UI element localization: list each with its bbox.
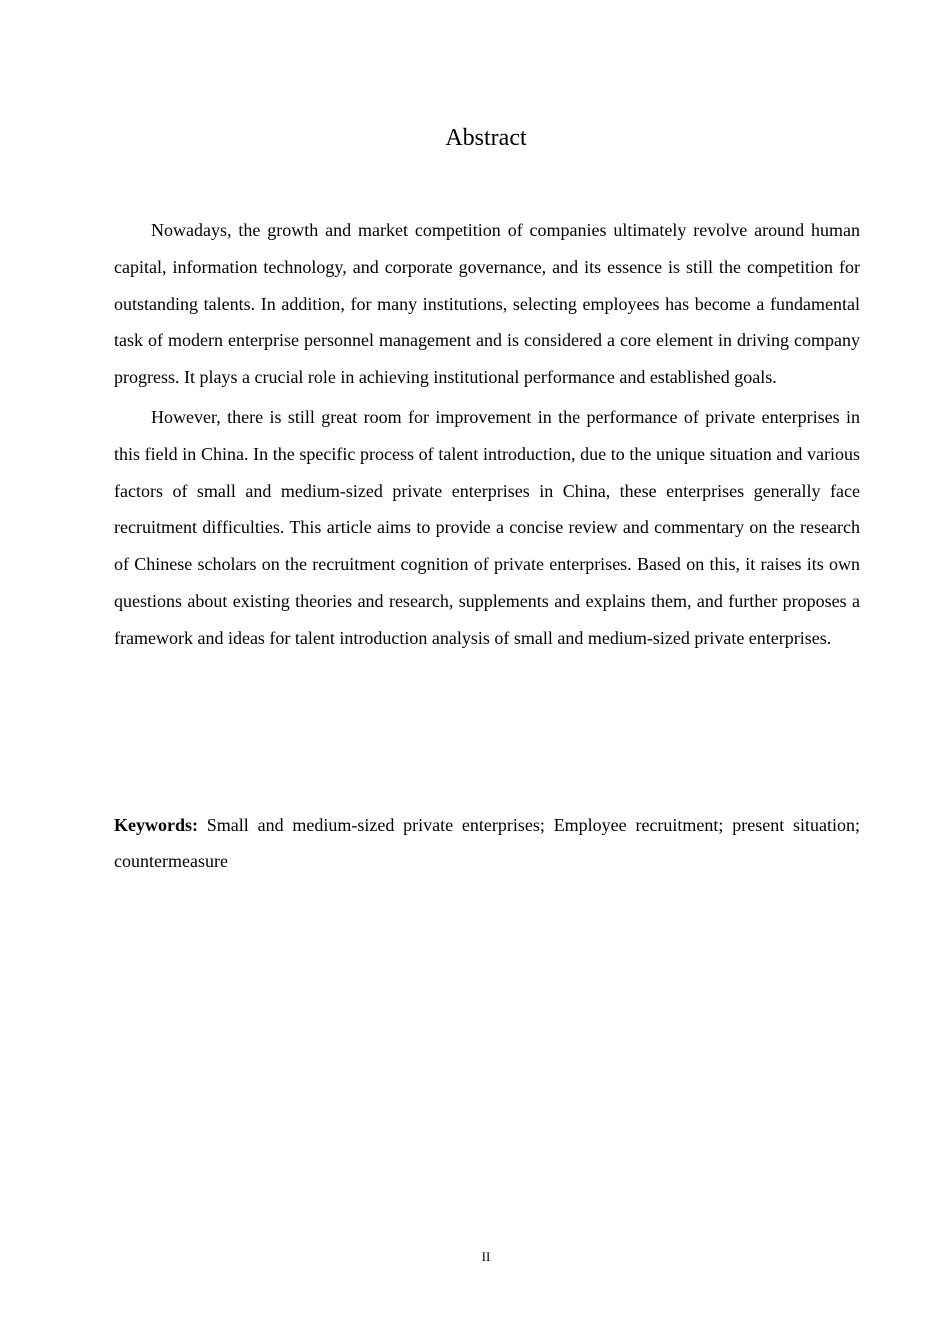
abstract-paragraph-2: However, there is still great room for improvement in the performance of private enterprises in this field in China. In the specific process of talent introduction, due to the unique situation and various factors of small and medium-sized private enterprises in China, these enterprises generally face recruitment difficulties. This article aims to provide a concise review and commentary on the research of Chinese scholars on the recruitment cognition of private enterprises. Based on this, it raises its own questions about existing theories and research, supplements and explains them, and further proposes a framework and ideas for talent introduction analysis of small and medium-sized private enterprises.: [114, 406, 860, 648]
keywords-line: [114, 807, 860, 879]
abstract-title: Abstract: [445, 125, 527, 151]
page-number: II: [481, 1249, 491, 1264]
keywords-text: Small and medium-sized private enterprises; Employee recruitment; present situation; countermeasure: [114, 815, 860, 871]
keywords-label: Keywords:: [114, 815, 198, 835]
abstract-body: [114, 212, 860, 657]
abstract-paragraph-1: Nowadays, the growth and market competition of companies ultimately revolve around human capital, information technology, and corporate governance, and its essence is still the competition for outstanding talents. In addition, for many institutions, selecting employees has become a fundamental task of modern enterprise personnel management and is considered a core element in driving company progress. It plays a crucial role in achieving institutional performance and established goals.: [114, 220, 860, 388]
